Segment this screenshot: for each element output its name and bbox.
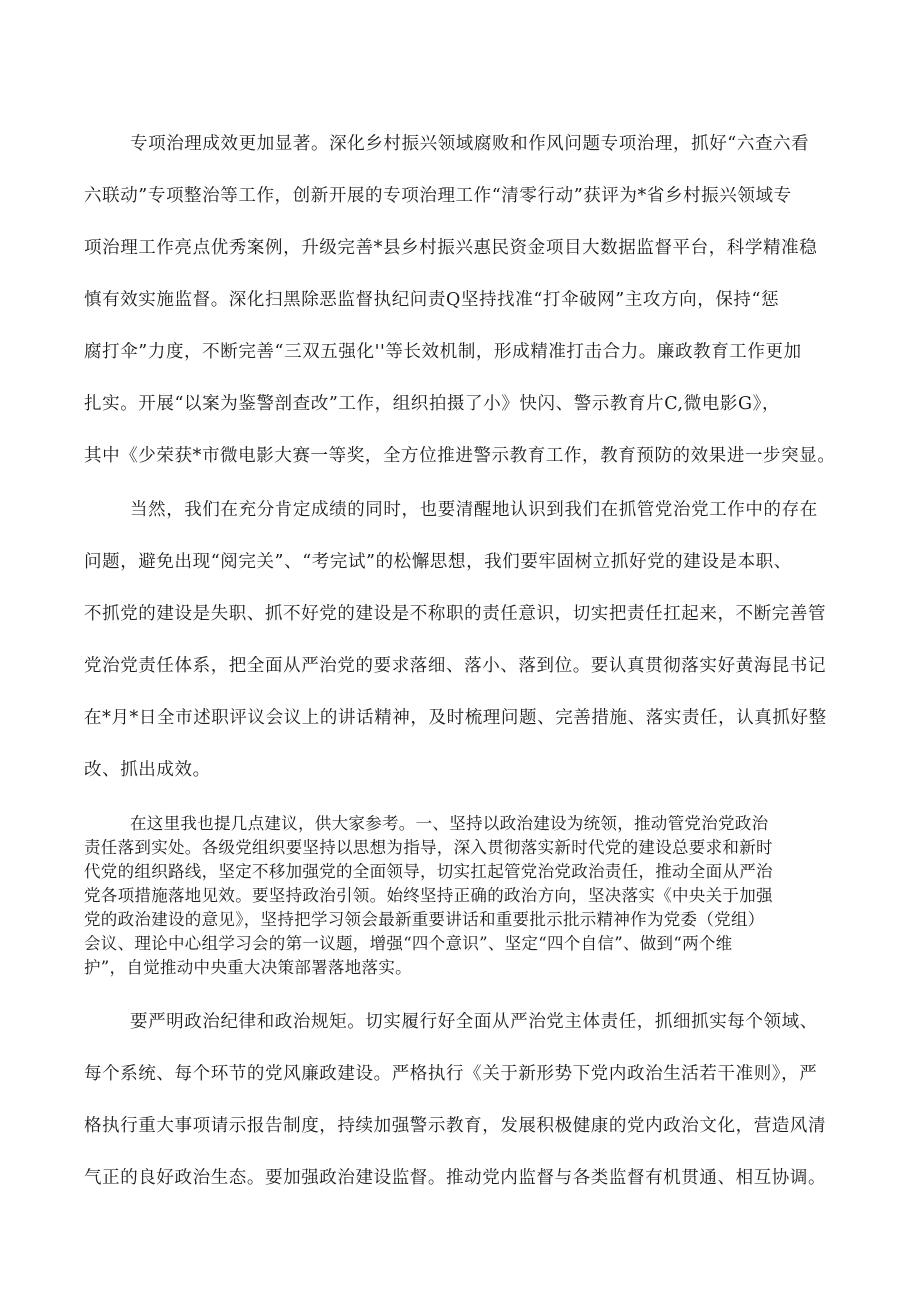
text-line: 党治党责任体系，把全面从严治党的要求落细、落小、落到位。要认真贯彻落实好黄海昆书记: [84, 656, 827, 676]
text-line: 护”，自觉推动中央重大决策部署落地落实。: [84, 958, 412, 977]
text-line: 责任落到实处。各级党组织要坚持以思想为指导，深入贯彻落实新时代党的建设总要求和新时: [84, 838, 773, 857]
text-line: 党的政治建设的意见》，坚持把学习领会最新重要讲话和重要批示批示精神作为党委（党组）: [84, 910, 765, 929]
text-line: 问题，避免出现“阅完关”、“考完试”的松懈思想，我们要牢固树立抓好党的建设是本职、: [84, 552, 792, 572]
text-line: 会议、理论中心组学习会的第一议题，增强“四个意识”、坚定“四个自信”、做到“两个维: [84, 934, 733, 953]
text-line: 专项治理成效更加显著。深化乡村振兴领域腐败和作风问题专项治理，抓好“六查六看: [130, 134, 810, 154]
text-line: 在这里我也提几点建议，供大家参考。一、坚持以政治建设为统领，推动管党治党政治: [130, 814, 769, 833]
text-line: 格执行重大事项请示报告制度，持续加强警示教育，发展积极健康的党内政治文化，营造风清: [84, 1116, 827, 1136]
text-line: 扎实。开展“以案为鉴警剖查改”工作，组织拍摄了小》快闪、警示教育片C,微电影G》，: [84, 394, 781, 414]
text-line: 每个系统、每个环节的党风廉政建设。严格执行《关于新形势下党内政治生活若干准则》，严: [84, 1064, 818, 1084]
text-line: 慎有效实施监督。深化扫黑除恶监督执纪问责Q坚持找准“打伞破网”主攻方向，保持“惩: [84, 290, 780, 310]
text-line: 项治理工作亮点优秀案例，升级完善*县乡村振兴惠民资金项目大数据监督平台，科学精准稳: [84, 238, 818, 258]
text-line: 气正的良好政治生态。要加强政治建设监督。推动党内监督与各类监督有机贯通、相互协调。: [84, 1168, 827, 1188]
text-line: 要严明政治纪律和政治规矩。切实履行好全面从严治党主体责任，抓细抓实每个领域、: [130, 1012, 818, 1032]
text-line: 改、抓出成效。: [84, 760, 211, 780]
text-line: 其中《少荣获*市微电影大赛一等奖，全方位推进警示教育工作，教育预防的效果进一步突显。: [84, 446, 836, 466]
text-line: 在*月*日全市述职评议会议上的讲话精神，及时梳理问题、完善措施、落实责任，认真抓好整: [84, 708, 827, 728]
text-line: 党各项措施落地见效。要坚持政治引领。始终坚持正确的政治方向，坚决落实《中央关于加强: [84, 886, 773, 905]
text-line: 腐打伞”力度，不断完善“三双五强化''等长效机制，形成精准打击合力。廉政教育工作更加: [84, 342, 802, 362]
text-line: 六联动”专项整治等工作，创新开展的专项治理工作“清零行动”获评为*省乡村振兴领域专: [84, 186, 792, 206]
text-line: 当然，我们在充分肯定成绩的同时，也要清醒地认识到我们在抓管党治党工作中的存在: [130, 500, 818, 520]
text-line: 代党的组织路线，坚定不移加强党的全面领导，切实扛起管党治党政治责任，推动全面从严治: [84, 862, 773, 881]
text-line: 不抓党的建设是失职、抓不好党的建设是不称职的责任意识，切实把责任扛起来，不断完善管: [84, 604, 827, 624]
